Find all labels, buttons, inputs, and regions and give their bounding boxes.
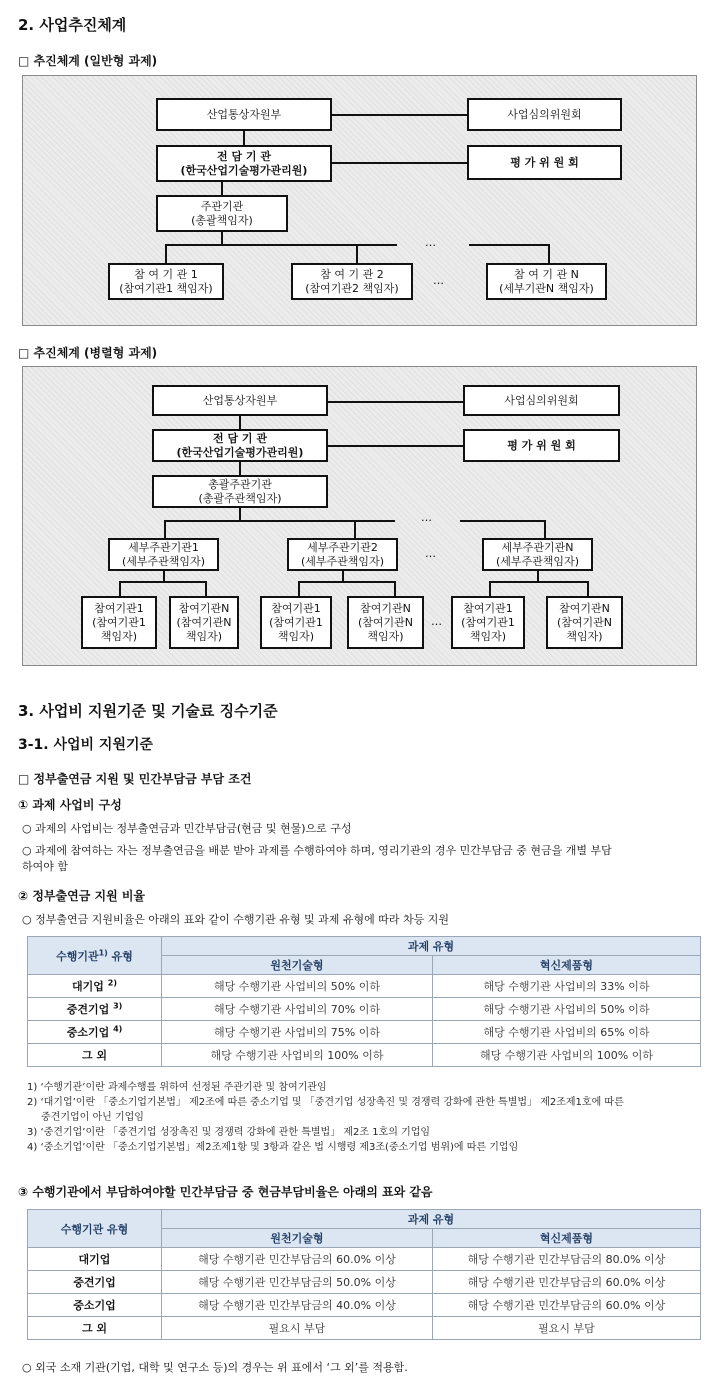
group-header: 과제 유형 (162, 1210, 701, 1229)
ellipsis-mark: … (421, 511, 432, 524)
connector (165, 244, 167, 263)
connector (164, 520, 395, 522)
item-3-title: ③ 수행기관에서 부담하여야할 민간부담금 중 현금부담비율은 아래의 표와 같음 (18, 1185, 433, 1199)
connector (354, 520, 356, 538)
column-header: 혁신제품형 (433, 1229, 701, 1248)
connector (163, 571, 165, 581)
participant-box-2: 참 여 기 관 2 (참여기관2 책임자) (291, 263, 413, 300)
table-corner-header: 수행기관 유형 (28, 1210, 162, 1248)
connector (164, 520, 166, 538)
support-conditions-heading: □ 정부출연금 지원 및 민간부담금 부담 조건 (18, 772, 252, 786)
connector (460, 520, 544, 522)
ellipsis-mark: … (433, 274, 444, 287)
table-row: 대기업 해당 수행기관 민간부담금의 60.0% 이상 해당 수행기관 민간부담금의 80.0% 이상 (28, 1248, 701, 1271)
foreign-institution-note: ○ 외국 소재 기관(기업, 대학 및 연구소 등)의 경우는 위 표에서 ‘그 외’를 적용함. (22, 1361, 408, 1374)
participant-box: 참여기관N (참여기관N 책임자) (546, 596, 623, 649)
connector (544, 520, 546, 538)
participant-box: 참여기관1 (참여기관1 책임자) (81, 596, 157, 649)
item-2-title: ② 정부출연금 지원 비율 (18, 889, 146, 903)
connector (239, 508, 241, 520)
lead-box: 총괄주관기관 (총괄주관책임자) (152, 475, 328, 508)
connector (298, 581, 394, 583)
section-3-title: 3. 사업비 지원기준 및 기술료 징수기준 (18, 702, 278, 720)
agency-box: 전 담 기 관 (한국산업기술평가관리원) (152, 429, 328, 462)
connector (119, 581, 121, 596)
footnote: 3) ‘중견기업’이란 「중견기업 성장촉진 및 경쟁력 강화에 관한 특별법」 제2조 1호의 기업임 (27, 1127, 431, 1138)
footnotes (27, 1080, 624, 1155)
connector (205, 581, 207, 596)
section-3-1-title: 3-1. 사업비 지원기준 (18, 737, 154, 753)
sub-lead-box-n: 세부주관기관N (세부주관책임자) (482, 538, 593, 571)
connector (587, 581, 589, 596)
footnote: 2) ‘대기업’이란 「중소기업기본법」 제2조에 따른 중소기업 및 「중견기업 성장촉진 및 경쟁력 강화에 관한 특별법」 제2조제1호에 따른 (27, 1097, 624, 1108)
gov-support-ratio-table (27, 936, 701, 1067)
table-corner-header: 수행기관$^{1)}$ 유형 (28, 937, 162, 975)
connector (537, 571, 539, 581)
participant-box: 참여기관N (참여기관N 책임자) (347, 596, 424, 649)
connector (239, 462, 241, 475)
evaluation-box: 평 가 위 원 회 (463, 429, 620, 462)
participant-box: 참여기관1 (참여기관1 책임자) (260, 596, 332, 649)
connector (332, 114, 467, 116)
agency-box: 전 담 기 관 (한국산업기술평가관리원) (156, 145, 332, 182)
ministry-box: 산업통상자원부 (156, 98, 332, 131)
group-header: 과제 유형 (162, 937, 701, 956)
footnote: 중견기업이 아닌 기업임 (41, 1112, 144, 1123)
ellipsis-mark: … (431, 615, 442, 628)
connector (342, 571, 344, 581)
connector (239, 416, 241, 429)
committee-box: 사업심의위원회 (463, 385, 620, 416)
item-1-bullet: ○ 과제의 사업비는 정부출연금과 민간부담금(현금 및 현물)으로 구성 (22, 822, 352, 835)
diagram-2-heading: □ 추진체계 (병렬형 과제) (18, 346, 158, 360)
participant-box-1: 참 여 기 관 1 (참여기관1 책임자) (108, 263, 224, 300)
connector (489, 581, 491, 596)
footnote: 1) ‘수행기관’이란 과제수행를 위하여 선정된 주관기관 및 참여기관임 (27, 1082, 327, 1093)
column-header: 혁신제품형 (433, 956, 701, 975)
table-row: 중견기업 해당 수행기관 민간부담금의 50.0% 이상 해당 수행기관 민간부담금의 60.0% 이상 (28, 1271, 701, 1294)
item-2-bullet: ○ 정부출연금 지원비율은 아래의 표와 같이 수행기관 유형 및 과제 유형에 따라 차등 지원 (22, 913, 449, 926)
connector (489, 581, 587, 583)
table-row: 중소기업 해당 수행기관 민간부담금의 40.0% 이상 해당 수행기관 민간부담금의 60.0% 이상 (28, 1294, 701, 1317)
connector (119, 581, 205, 583)
connector (221, 182, 223, 195)
org-chart-parallel (22, 366, 697, 666)
connector (243, 131, 245, 145)
connector (165, 244, 397, 246)
cash-burden-ratio-table (27, 1209, 701, 1340)
table-row: 중소기업 $^{4)}$ 해당 수행기관 사업비의 75% 이하 해당 수행기관 사업비의 65% 이하 (28, 1021, 701, 1044)
connector (332, 162, 467, 164)
participant-box-n: 참 여 기 관 N (세부기관N 책임자) (486, 263, 607, 300)
connector (328, 401, 463, 403)
connector (356, 244, 358, 263)
table-row: 그 외 필요시 부담 필요시 부담 (28, 1317, 701, 1340)
ellipsis-mark: … (425, 236, 436, 249)
connector (298, 581, 300, 596)
ministry-box: 산업통상자원부 (152, 385, 328, 416)
footnote: 4) ‘중소기업’이란 「중소기업기본법」제2조제1항 및 3항과 같은 법 시행령 제3조(중소기업 범위)에 따른 기업임 (27, 1142, 519, 1153)
connector (394, 581, 396, 596)
connector (548, 244, 550, 263)
org-chart-general (22, 75, 697, 326)
committee-box: 사업심의위원회 (467, 98, 622, 131)
ellipsis-mark: … (425, 547, 436, 560)
table-row: 중견기업 $^{3)}$ 해당 수행기관 사업비의 70% 이하 해당 수행기관 사업비의 50% 이하 (28, 998, 701, 1021)
evaluation-box: 평 가 위 원 회 (467, 145, 622, 180)
sub-lead-box-1: 세부주관기관1 (세부주관책임자) (108, 538, 219, 571)
column-header: 원천기술형 (162, 956, 433, 975)
item-1-bullet: ○ 과제에 참여하는 자는 정부출연금을 배분 받아 과제를 수행하여야 하며, 영리기관의 경우 민간부담금 중 현금을 개별 부담 (22, 844, 612, 857)
table-row: 그 외 해당 수행기관 사업비의 100% 이하 해당 수행기관 사업비의 100% 이하 (28, 1044, 701, 1067)
table-row: 대기업 $^{2)}$ 해당 수행기관 사업비의 50% 이하 해당 수행기관 사업비의 33% 이하 (28, 975, 701, 998)
item-1-title: ① 과제 사업비 구성 (18, 798, 122, 812)
connector (469, 244, 548, 246)
sub-lead-box-2: 세부주관기관2 (세부주관책임자) (287, 538, 398, 571)
item-1-bullet-cont: 하여야 함 (22, 860, 69, 873)
participant-box: 참여기관1 (참여기관1 책임자) (451, 596, 525, 649)
participant-box: 참여기관N (참여기관N 책임자) (169, 596, 239, 649)
section-2-title: 2. 사업추진체계 (18, 16, 127, 34)
diagram-1-heading: □ 추진체계 (일반형 과제) (18, 54, 158, 68)
column-header: 원천기술형 (162, 1229, 433, 1248)
lead-box: 주관기관 (총괄책임자) (156, 195, 288, 232)
connector (328, 445, 463, 447)
